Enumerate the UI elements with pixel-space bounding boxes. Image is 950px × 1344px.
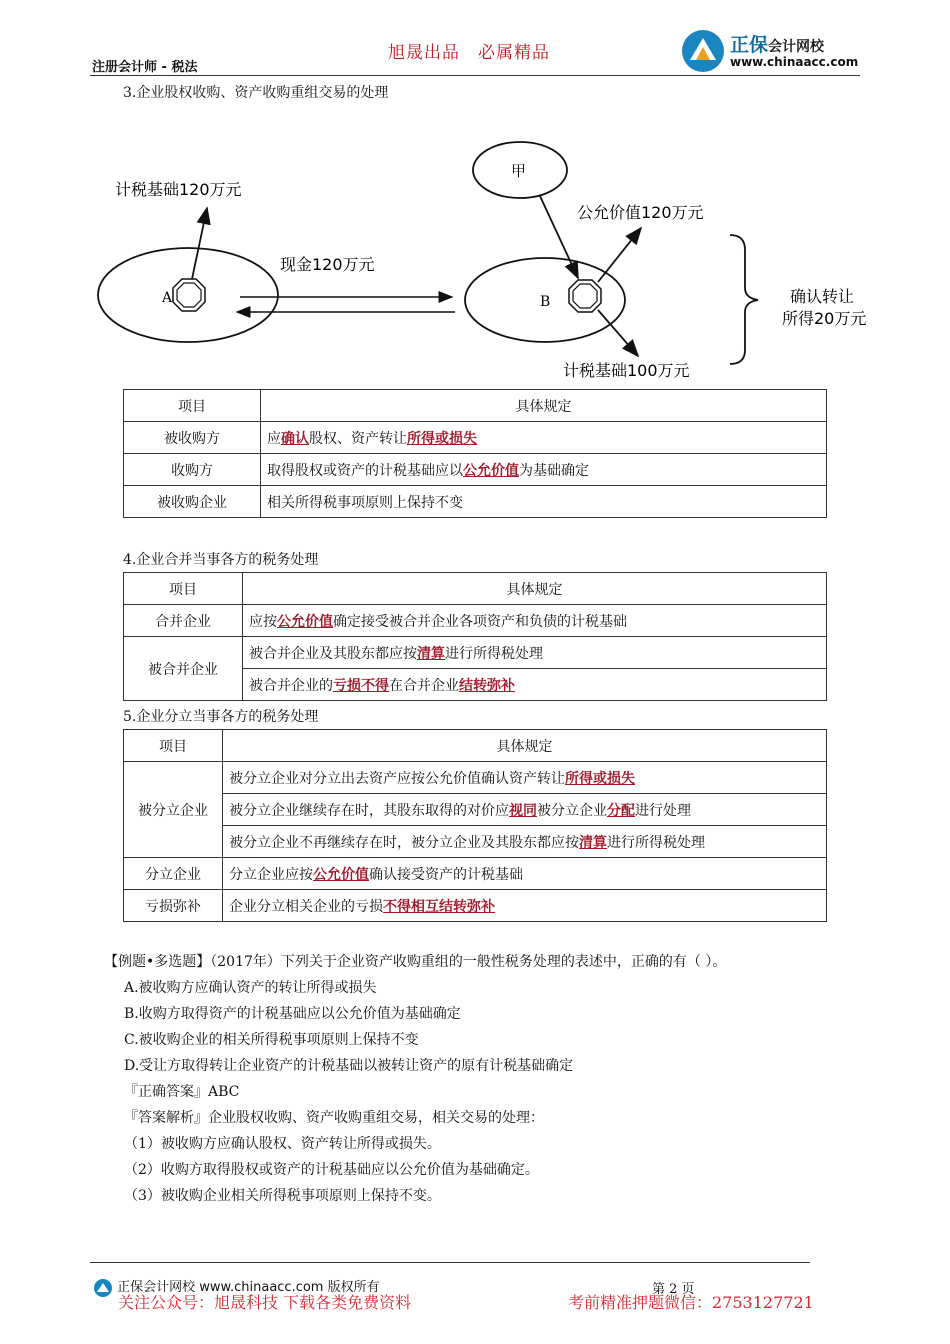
table-row: 被合并企业的亏损不得在合并企业结转弥补: [124, 669, 827, 701]
company-a-ellipse: [98, 248, 278, 342]
table-row: 被分立企业继续存在时，其股东取得的对价应视同被分立企业分配进行处理: [124, 794, 827, 826]
section5-title: 5.企业分立当事各方的税务处理: [123, 709, 319, 725]
table-row: 合并企业 应按公允价值确定接受被合并企业各项资产和负债的计税基础: [124, 605, 827, 637]
company-a-octagon: [173, 279, 205, 311]
footer-divider: [90, 1262, 810, 1263]
logo-icon: [680, 28, 726, 74]
table-row: 收购方 取得股权或资产的计税基础应以公允价值为基础确定: [124, 454, 827, 486]
option-b: B.收购方取得资产的计税基础应以公允价值为基础确定: [124, 1006, 461, 1022]
section3-title: 3.企业股权收购、资产收购重组交易的处理: [123, 85, 389, 101]
logo-name: 正保: [730, 34, 769, 56]
logo-subname: 会计网校: [768, 39, 825, 55]
table-row: 被分立企业不再继续存在时，被分立企业及其股东都应按清算进行所得税处理: [124, 826, 827, 858]
page-number: 第 2 页: [652, 1282, 695, 1297]
brace: [730, 235, 758, 364]
table-row: 被收购企业 相关所得税事项原则上保持不变: [124, 486, 827, 518]
header-course: 注册会计师 - 税法: [92, 60, 198, 75]
answer-analysis: 『答案解析』企业股权收购、资产收购重组交易，相关交易的处理：: [124, 1110, 544, 1126]
party-jia-label: 甲: [511, 162, 527, 180]
option-a: A.被收购方应确认资产的转让所得或损失: [124, 980, 377, 996]
b-tax-basis: 计税基础100万元: [563, 361, 690, 380]
company-b-octagon: [569, 280, 601, 312]
table-row: 亏损弥补 企业分立相关企业的亏损不得相互结转弥补: [124, 890, 827, 922]
fair-value-label: 公允价值120万元: [577, 203, 704, 222]
table-header-row: 项目 具体规定: [124, 730, 827, 762]
section4-title: 4.企业合并当事各方的税务处理: [123, 552, 319, 568]
company-a-label: A: [162, 290, 173, 306]
promo-right: 考前精准押题微信：2753127721: [568, 1293, 814, 1312]
division-table: [123, 729, 827, 922]
header-slogan: 旭晟出品 必属精品: [388, 43, 550, 63]
promo-left: 关注公众号：旭晟科技 下载各类免费资料: [118, 1293, 412, 1312]
option-c: C.被收购企业的相关所得税事项原则上保持不变: [124, 1032, 419, 1048]
example-question: [104, 949, 864, 1209]
gain-line2: 所得20万元: [782, 309, 867, 328]
table-row: 被分立企业 被分立企业对分立出去资产应按公允价值确认资产转让所得或损失: [124, 762, 827, 794]
acquisition-table: [123, 389, 827, 518]
correct-answer: 『正确答案』ABC: [124, 1084, 240, 1100]
gain-line1: 确认转让: [790, 287, 855, 306]
header-divider: [90, 75, 860, 76]
analysis-point: （1）被收购方应确认股权、资产转让所得或损失。: [124, 1136, 441, 1152]
cash-label: 现金120万元: [280, 255, 375, 274]
company-b-label: B: [540, 294, 551, 310]
logo: [680, 28, 860, 74]
option-d: D.受让方取得转让企业资产的计税基础以被转让资产的原有计税基础确定: [124, 1058, 574, 1074]
col-rule: 具体规定: [261, 390, 827, 422]
example-title: 【例题•多选题】（2017年）下列关于企业资产收购重组的一般性税务处理的表述中，正确的有（ ）。: [104, 954, 727, 970]
footer-logo-icon: [93, 1278, 113, 1298]
table-row: 被合并企业 被合并企业及其股东都应按清算进行所得税处理: [124, 637, 827, 669]
table-header-row: 项目 具体规定: [124, 573, 827, 605]
table-row: 分立企业 分立企业应按公允价值确认接受资产的计税基础: [124, 858, 827, 890]
footer-copyright: 正保会计网校 www.chinaacc.com 版权所有: [93, 1276, 380, 1298]
merger-table: [123, 572, 827, 701]
logo-url: www.chinaacc.com: [730, 55, 859, 69]
table-header-row: [124, 390, 827, 422]
col-item: 项目: [124, 390, 261, 422]
table-row: 被收购方 应确认股权、资产转让所得或损失: [124, 422, 827, 454]
analysis-point: （3）被收购企业相关所得税事项原则上保持不变。: [124, 1188, 441, 1204]
acquisition-diagram: [90, 140, 890, 390]
a-tax-basis: 计税基础120万元: [115, 180, 242, 199]
analysis-point: （2）收购方取得股权或资产的计税基础应以公允价值为基础确定。: [124, 1162, 539, 1178]
